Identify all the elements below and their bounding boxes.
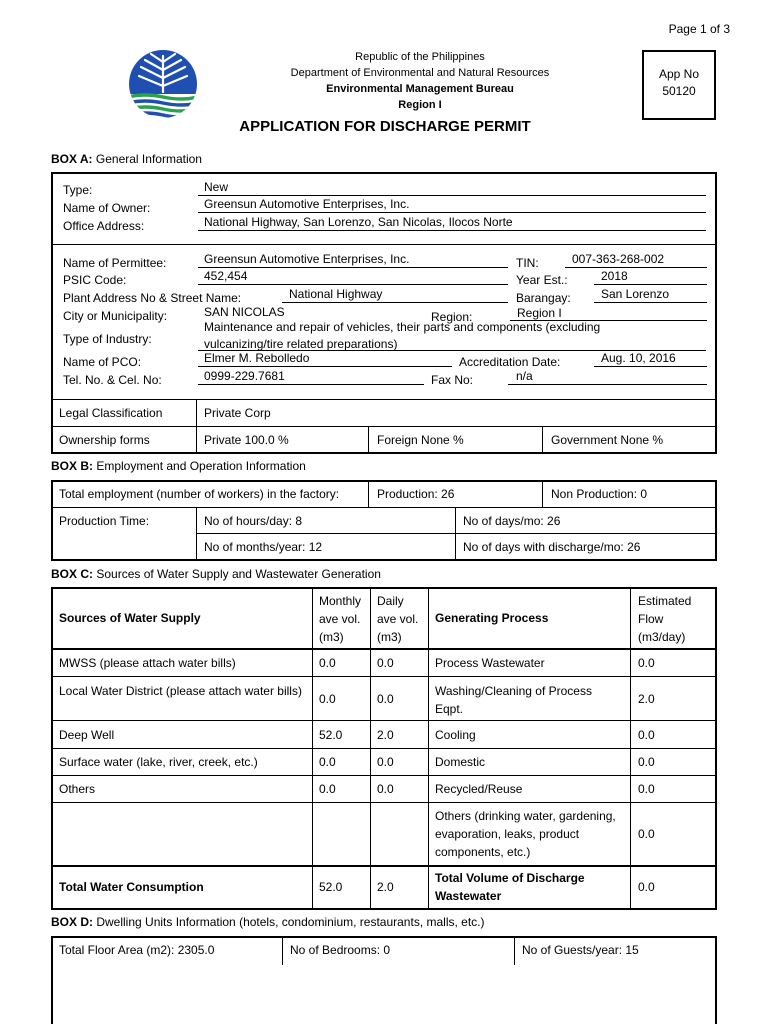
col-monthly-header <box>319 592 361 646</box>
production-count: Production: 26 <box>377 487 455 501</box>
box-d-title: Dwelling Units Information (hotels, condominium, restaurants, malls, etc.) <box>96 915 485 929</box>
box-a-vline-1 <box>196 400 197 453</box>
table-row-daily: 0.0 <box>377 656 394 670</box>
col-process-header: Generating Process <box>435 611 549 625</box>
col-flow-line1: Estimated <box>638 594 692 608</box>
barangay-underline <box>594 302 707 303</box>
tel-value: 0999-229.7681 <box>204 369 285 383</box>
pco-label: Name of PCO: <box>63 355 142 369</box>
table-row-process: Recycled/Reuse <box>435 782 523 796</box>
app-number-label: App No <box>658 67 700 81</box>
box-a-heading <box>51 152 202 166</box>
box-a-vline-2 <box>368 427 369 453</box>
fax-label: Fax No: <box>431 373 474 387</box>
permittee-underline <box>198 267 508 268</box>
box-b-key: BOX B: <box>51 459 93 473</box>
box-c-heading <box>51 567 381 581</box>
table-row-daily: 0.0 <box>377 782 394 796</box>
box-c-total-divider <box>52 865 716 867</box>
box-a-divider-2 <box>52 399 716 400</box>
col-daily-line3: (m3) <box>377 630 402 644</box>
table-row-process: Washing/Cleaning of Process Eqpt. <box>435 684 592 716</box>
region-label: Region: <box>431 310 473 324</box>
table-row-monthly: 0.0 <box>319 656 336 670</box>
box-d-vline-1 <box>282 937 283 965</box>
table-row-daily: 2.0 <box>377 728 394 742</box>
months-per-year: No of months/year: 12 <box>204 540 323 554</box>
table-row-monthly: 0.0 <box>319 692 336 706</box>
header-department: Department of Environmental and Natural Resources <box>290 67 550 79</box>
fax-underline <box>508 384 707 385</box>
number-of-bedrooms: No of Bedrooms: 0 <box>290 943 391 957</box>
office-label: Office Address: <box>63 219 145 233</box>
app-number-value: 50120 <box>662 84 696 98</box>
psic-value: 452,454 <box>204 269 248 283</box>
box-b-vline-2 <box>542 481 543 507</box>
industry-value-line2: vulcanizing/tire related preparations) <box>204 337 398 351</box>
col-daily-line2: ave vol. <box>377 612 419 626</box>
days-with-discharge: No of days with discharge/mo: 26 <box>463 540 641 554</box>
table-row-flow: 2.0 <box>638 692 655 706</box>
owner-label: Name of Owner: <box>63 201 151 215</box>
box-b-divider-1 <box>52 507 716 508</box>
year-label: Year Est.: <box>516 273 568 287</box>
box-b-vline-3 <box>196 508 197 560</box>
header-republic: Republic of the Philippines <box>355 51 485 63</box>
col-flow-line3: (m3/day) <box>638 630 686 644</box>
psic-underline <box>198 284 508 285</box>
table-row-flow: 0.0 <box>638 782 655 796</box>
app-number-box <box>642 50 716 120</box>
number-of-guests: No of Guests/year: 15 <box>522 943 639 957</box>
legal-classification-label: Legal Classification <box>59 406 163 420</box>
box-c-key: BOX C: <box>51 567 93 581</box>
box-c-vline-2 <box>370 588 371 909</box>
total-discharge-value: 0.0 <box>638 880 655 894</box>
hours-per-day: No of hours/day: 8 <box>204 514 303 528</box>
box-c-vline-1 <box>312 588 313 909</box>
table-row-daily: 0.0 <box>377 755 394 769</box>
owner-underline <box>198 212 706 213</box>
box-b-divider-2 <box>196 533 716 534</box>
accreditation-value: Aug. 10, 2016 <box>601 351 676 365</box>
barangay-value: San Lorenzo <box>601 287 670 301</box>
type-underline <box>198 195 706 196</box>
office-underline <box>198 230 706 231</box>
col-monthly-line1: Monthly <box>319 594 362 608</box>
box-c-title: Sources of Water Supply and Wastewater Generation <box>96 567 381 581</box>
box-a-key: BOX A: <box>51 152 93 166</box>
table-row-flow: 0.0 <box>638 755 655 769</box>
accreditation-underline <box>594 366 707 367</box>
days-per-month: No of days/mo: 26 <box>463 514 561 528</box>
tin-value: 007-363-268-002 <box>572 252 665 266</box>
plant-underline <box>282 302 508 303</box>
page-number: Page 1 of 3 <box>668 22 730 36</box>
industry-value-line1: Maintenance and repair of vehicles, their parts and components (excluding <box>204 320 601 334</box>
region-value: Region I <box>517 306 562 320</box>
legal-classification-value: Private Corp <box>204 406 271 420</box>
box-c-row-divider-4 <box>52 775 716 776</box>
ownership-foreign: Foreign None % <box>377 433 464 447</box>
col-daily-header <box>377 592 418 646</box>
col-monthly-line2: ave vol. <box>319 612 361 626</box>
col-monthly-line3: (m3) <box>319 630 344 644</box>
ownership-government: Government None % <box>551 433 664 447</box>
box-c-header-divider <box>52 648 716 650</box>
type-value: New <box>204 180 229 194</box>
ownership-label: Ownership forms <box>59 433 150 447</box>
box-c-row-divider-2 <box>52 720 716 721</box>
box-c-row-divider-5 <box>52 802 716 803</box>
box-b-vline-1 <box>368 481 369 507</box>
table-row-process: Cooling <box>435 728 476 742</box>
tin-underline <box>565 267 707 268</box>
document-title: APPLICATION FOR DISCHARGE PERMIT <box>239 118 531 135</box>
table-row-source: Local Water District (please attach water bills) <box>59 684 302 698</box>
pco-underline <box>198 366 452 367</box>
owner-value: Greensun Automotive Enterprises, Inc. <box>204 197 410 211</box>
year-value: 2018 <box>601 269 628 283</box>
accreditation-label: Accreditation Date: <box>459 355 561 369</box>
office-value: National Highway, San Lorenzo, San Nicolas, Ilocos Norte <box>204 215 513 229</box>
box-a-vline-3 <box>542 427 543 453</box>
plant-label: Plant Address No & Street Name: <box>63 291 242 305</box>
table-row-flow: 0.0 <box>638 728 655 742</box>
city-label: City or Municipality: <box>63 309 168 323</box>
pco-value: Elmer M. Rebolledo <box>204 351 310 365</box>
box-a-divider-1 <box>52 244 716 245</box>
box-c-row-divider-1 <box>52 676 716 677</box>
total-daily-value: 2.0 <box>377 880 394 894</box>
table-row-flow: 0.0 <box>638 827 655 841</box>
table-row-monthly: 0.0 <box>319 755 336 769</box>
box-c-vline-4 <box>630 588 631 909</box>
total-employment-label: Total employment (number of workers) in the factory: <box>59 487 340 501</box>
box-d-vline-2 <box>514 937 515 965</box>
table-row-source: Deep Well <box>59 728 115 742</box>
box-c-vline-3 <box>428 588 429 909</box>
denr-logo <box>127 50 199 118</box>
col-sources-header: Sources of Water Supply <box>59 611 201 625</box>
table-row-flow: 0.0 <box>638 656 655 670</box>
table-row-source: MWSS (please attach water bills) <box>59 656 236 670</box>
table-row-monthly: 52.0 <box>319 728 343 742</box>
box-d-heading <box>51 915 485 929</box>
header-bureau: Environmental Management Bureau <box>326 83 514 95</box>
tel-label: Tel. No. & Cel. No: <box>63 373 162 387</box>
col-flow-line2: Flow <box>638 612 664 626</box>
table-row-daily: 0.0 <box>377 692 394 706</box>
total-discharge-label: Total Volume of Discharge Wastewater <box>435 871 585 903</box>
tel-underline <box>198 384 424 385</box>
table-row-monthly: 0.0 <box>319 782 336 796</box>
box-a-divider-3 <box>52 426 716 427</box>
total-floor-area: Total Floor Area (m2): 2305.0 <box>59 943 215 957</box>
table-row-source: Others <box>59 782 96 796</box>
table-row-source: Surface water (lake, river, creek, etc.) <box>59 755 258 769</box>
box-a-title: General Information <box>95 152 202 166</box>
ownership-private: Private 100.0 % <box>204 433 289 447</box>
box-b-vline-4 <box>455 508 456 560</box>
psic-label: PSIC Code: <box>63 273 127 287</box>
box-c-row-divider-3 <box>52 748 716 749</box>
col-flow-header <box>638 592 691 646</box>
barangay-label: Barangay: <box>516 291 571 305</box>
non-production-count: Non Production: 0 <box>551 487 648 501</box>
box-b-title: Employment and Operation Information <box>96 459 306 473</box>
total-monthly-value: 52.0 <box>319 880 343 894</box>
industry-label: Type of Industry: <box>63 332 152 346</box>
header-region: Region I <box>398 99 442 111</box>
table-row-process: Process Wastewater <box>435 656 545 670</box>
table-row-process: Domestic <box>435 755 486 769</box>
permittee-value: Greensun Automotive Enterprises, Inc. <box>204 252 410 266</box>
tin-label: TIN: <box>516 256 539 270</box>
permittee-label: Name of Permittee: <box>63 256 167 270</box>
box-b-heading <box>51 459 306 473</box>
total-water-label: Total Water Consumption <box>59 880 204 894</box>
city-value: SAN NICOLAS <box>204 305 285 319</box>
box-d-key: BOX D: <box>51 915 93 929</box>
year-underline <box>594 284 707 285</box>
fax-value: n/a <box>516 369 533 383</box>
table-row-process: Others (drinking water, gardening, evaporation, leaks, product components, etc.) <box>435 809 616 859</box>
type-label: Type: <box>63 183 93 197</box>
plant-value: National Highway <box>289 287 383 301</box>
production-time-label: Production Time: <box>59 514 150 528</box>
col-daily-line1: Daily <box>377 594 404 608</box>
